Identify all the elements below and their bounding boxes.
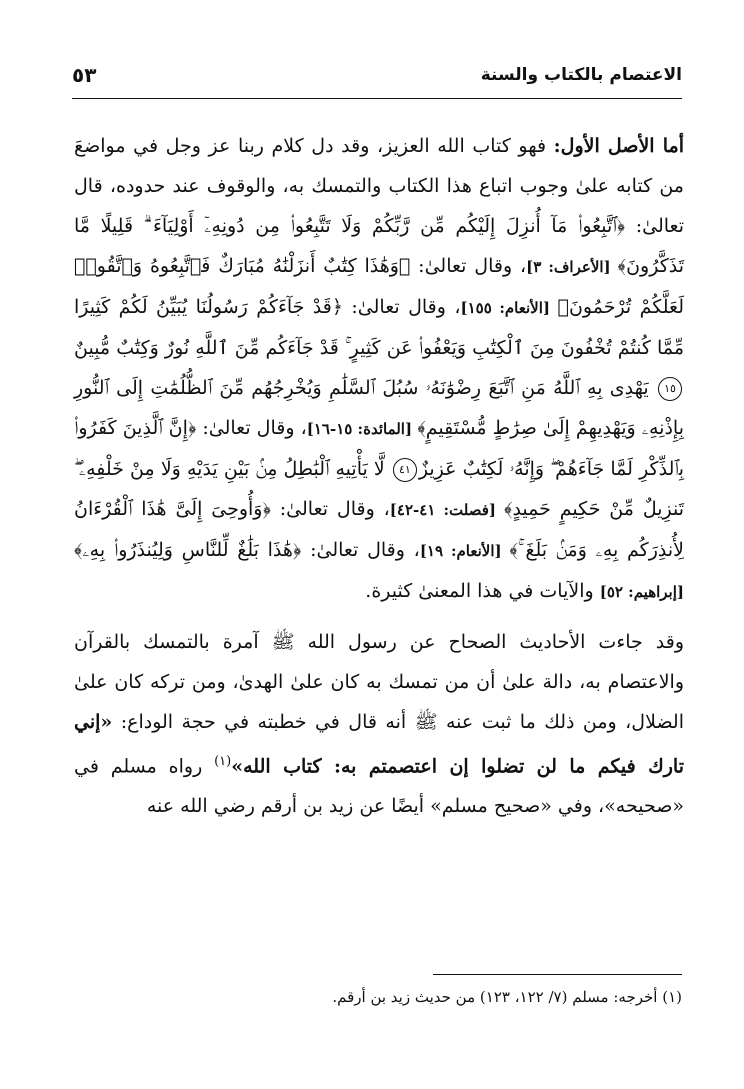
- section-lead: أما الأصل الأول:: [553, 135, 684, 157]
- ayah-number-mark: ٤١: [393, 458, 417, 482]
- join-text: ، وقال تعالىٰ:: [270, 498, 390, 520]
- hadith-intro: وقد جاءت الأحاديث الصحاح عن رسول الله ﷺ آمرة بالتمسك بالقرآن والاعتصام به، دالة علىٰ أن من تمسك به كان علىٰ الهدىٰ، ومن تركه كان علىٰ الضلال، ومن ذلك ما ثبت عنه ﷺ أنه قال في خطبته في حجة الوداع:: [74, 631, 684, 733]
- page-header: [72, 60, 682, 90]
- verse-anam-19: ﴿وَأُوحِىَ إِلَىَّ هَٰذَا ٱلْقُرْءَانُ لِأُنذِرَكُم بِهِۦ وَمَنۢ بَلَغَ ۚ﴾: [74, 498, 685, 561]
- verse-ibrahim: ﴿هَٰذَا بَلَٰغٌ لِّلنَّاسِ وَلِيُنذَرُوا۟ بِهِۦ﴾: [74, 539, 302, 561]
- footnote-divider: [433, 974, 682, 975]
- paragraph-hadith: [74, 622, 684, 826]
- join-text: ، وقال تعالىٰ:: [343, 296, 461, 318]
- footnote-marker: (١): [214, 754, 232, 769]
- verse-anam-155: ﴿وَهَٰذَا كِتَٰبٌ أَنزَلْنَٰهُ مُبَارَكٌ فَٱتَّبِعُوهُ وَٱتَّقُوا۟ لَعَلَّكُمْ تُرْحَمُونَ﴾: [74, 255, 685, 318]
- verse-araf: ﴿ٱتَّبِعُوا۟ مَآ أُنزِلَ إِلَيْكُم مِّن رَّبِّكُمْ وَلَا تَتَّبِعُوا۟ مِن دُونِهِۦٓ أَوْلِيَآءَ ۗ قَلِيلًا مَّا تَذَكَّرُونَ﴾: [74, 215, 685, 277]
- join-text: ، وقال تعالىٰ:: [196, 417, 307, 439]
- verse-maidah-15: ﴿قَدْ جَآءَكُمْ رَسُولُنَا يُبَيِّنُ لَكُمْ كَثِيرًا مِّمَّا كُنتُمْ تُخْفُونَ مِنَ ٱلْكِتَٰبِ وَيَعْفُوا۟ عَن كَثِيرٍ ۚ قَدْ جَآءَكُم مِّنَ ٱللَّهِ نُورٌ وَكِتَٰبٌ مُّبِينٌ: [74, 296, 684, 359]
- paragraph-first-principle: [74, 126, 684, 612]
- page-number: ٥٣: [72, 63, 97, 87]
- running-title: الاعتصام بالكتاب والسنة: [480, 65, 682, 85]
- footnote: (١) أخرجه: مسلم (٧/ ١٢٢، ١٢٣) من حديث زيد بن أرقم.: [332, 988, 682, 1006]
- intro-text: فهو كتاب الله العزيز، وقد دل كلام ربنا عز وجل في مواضعَ من كتابه علىٰ وجوب اتباع هذا الكتاب والتمسك به، والوقوف عند حدوده، قال تعالىٰ:: [74, 135, 685, 237]
- ayah-number-mark: ١٥: [658, 377, 682, 401]
- ref-anam-155: [الأنعام: ١٥٥]: [460, 299, 558, 317]
- join-text: ، وقال تعالىٰ:: [410, 255, 527, 277]
- ref-fussilat: [فصلت: ٤١-٤٢]: [389, 501, 505, 519]
- verse-fussilat-41: ﴿إِنَّ ٱلَّذِينَ كَفَرُوا۟ بِٱلذِّكْرِ لَمَّا جَآءَهُمْ ۖ وَإِنَّهُۥ لَكِتَٰبٌ عَزِيزٌ: [74, 417, 684, 480]
- closing-text: والآيات في هذا المعنىٰ كثيرة.: [365, 580, 600, 602]
- verse-fussilat-42: لَّا يَأْتِيهِ ٱلْبَٰطِلُ مِنۢ بَيْنِ يَدَيْهِ وَلَا مِنْ خَلْفِهِۦ ۖ تَنزِيلٌ مِّنْ حَكِيمٍ حَمِيدٍ﴾: [74, 458, 685, 520]
- ref-anam-19: [الأنعام: ١٩]: [419, 542, 510, 560]
- ref-maidah: [المائدة: ١٥-١٦]: [306, 420, 418, 438]
- join-text: ، وقال تعالىٰ:: [301, 539, 420, 561]
- hadith-quote: «إني تارك فيكم ما لن تضلوا إن اعتصمتم به: كتاب الله»: [74, 711, 684, 778]
- verse-maidah-16: يَهْدِى بِهِ ٱللَّهُ مَنِ ٱتَّبَعَ رِضْوَٰنَهُۥ سُبُلَ ٱلسَّلَٰمِ وَيُخْرِجُهُم مِّنَ ٱلظُّلُمَٰتِ إِلَى ٱلنُّورِ بِإِذْنِهِۦ وَيَهْدِيهِمْ إِلَىٰ صِرَٰطٍ مُّسْتَقِيمٍ﴾: [74, 377, 685, 439]
- header-divider: [72, 98, 682, 99]
- main-text: [74, 126, 684, 826]
- ref-ibrahim: [إبراهيم: ٥٢]: [599, 583, 684, 601]
- hadith-tail: رواه مسلم في «صحيحه»، وفي «صحيح مسلم» أيضًا عن زيد بن أرقم رضي الله عنه: [74, 755, 684, 818]
- ref-araf: [الأعراف: ٣]: [526, 258, 618, 276]
